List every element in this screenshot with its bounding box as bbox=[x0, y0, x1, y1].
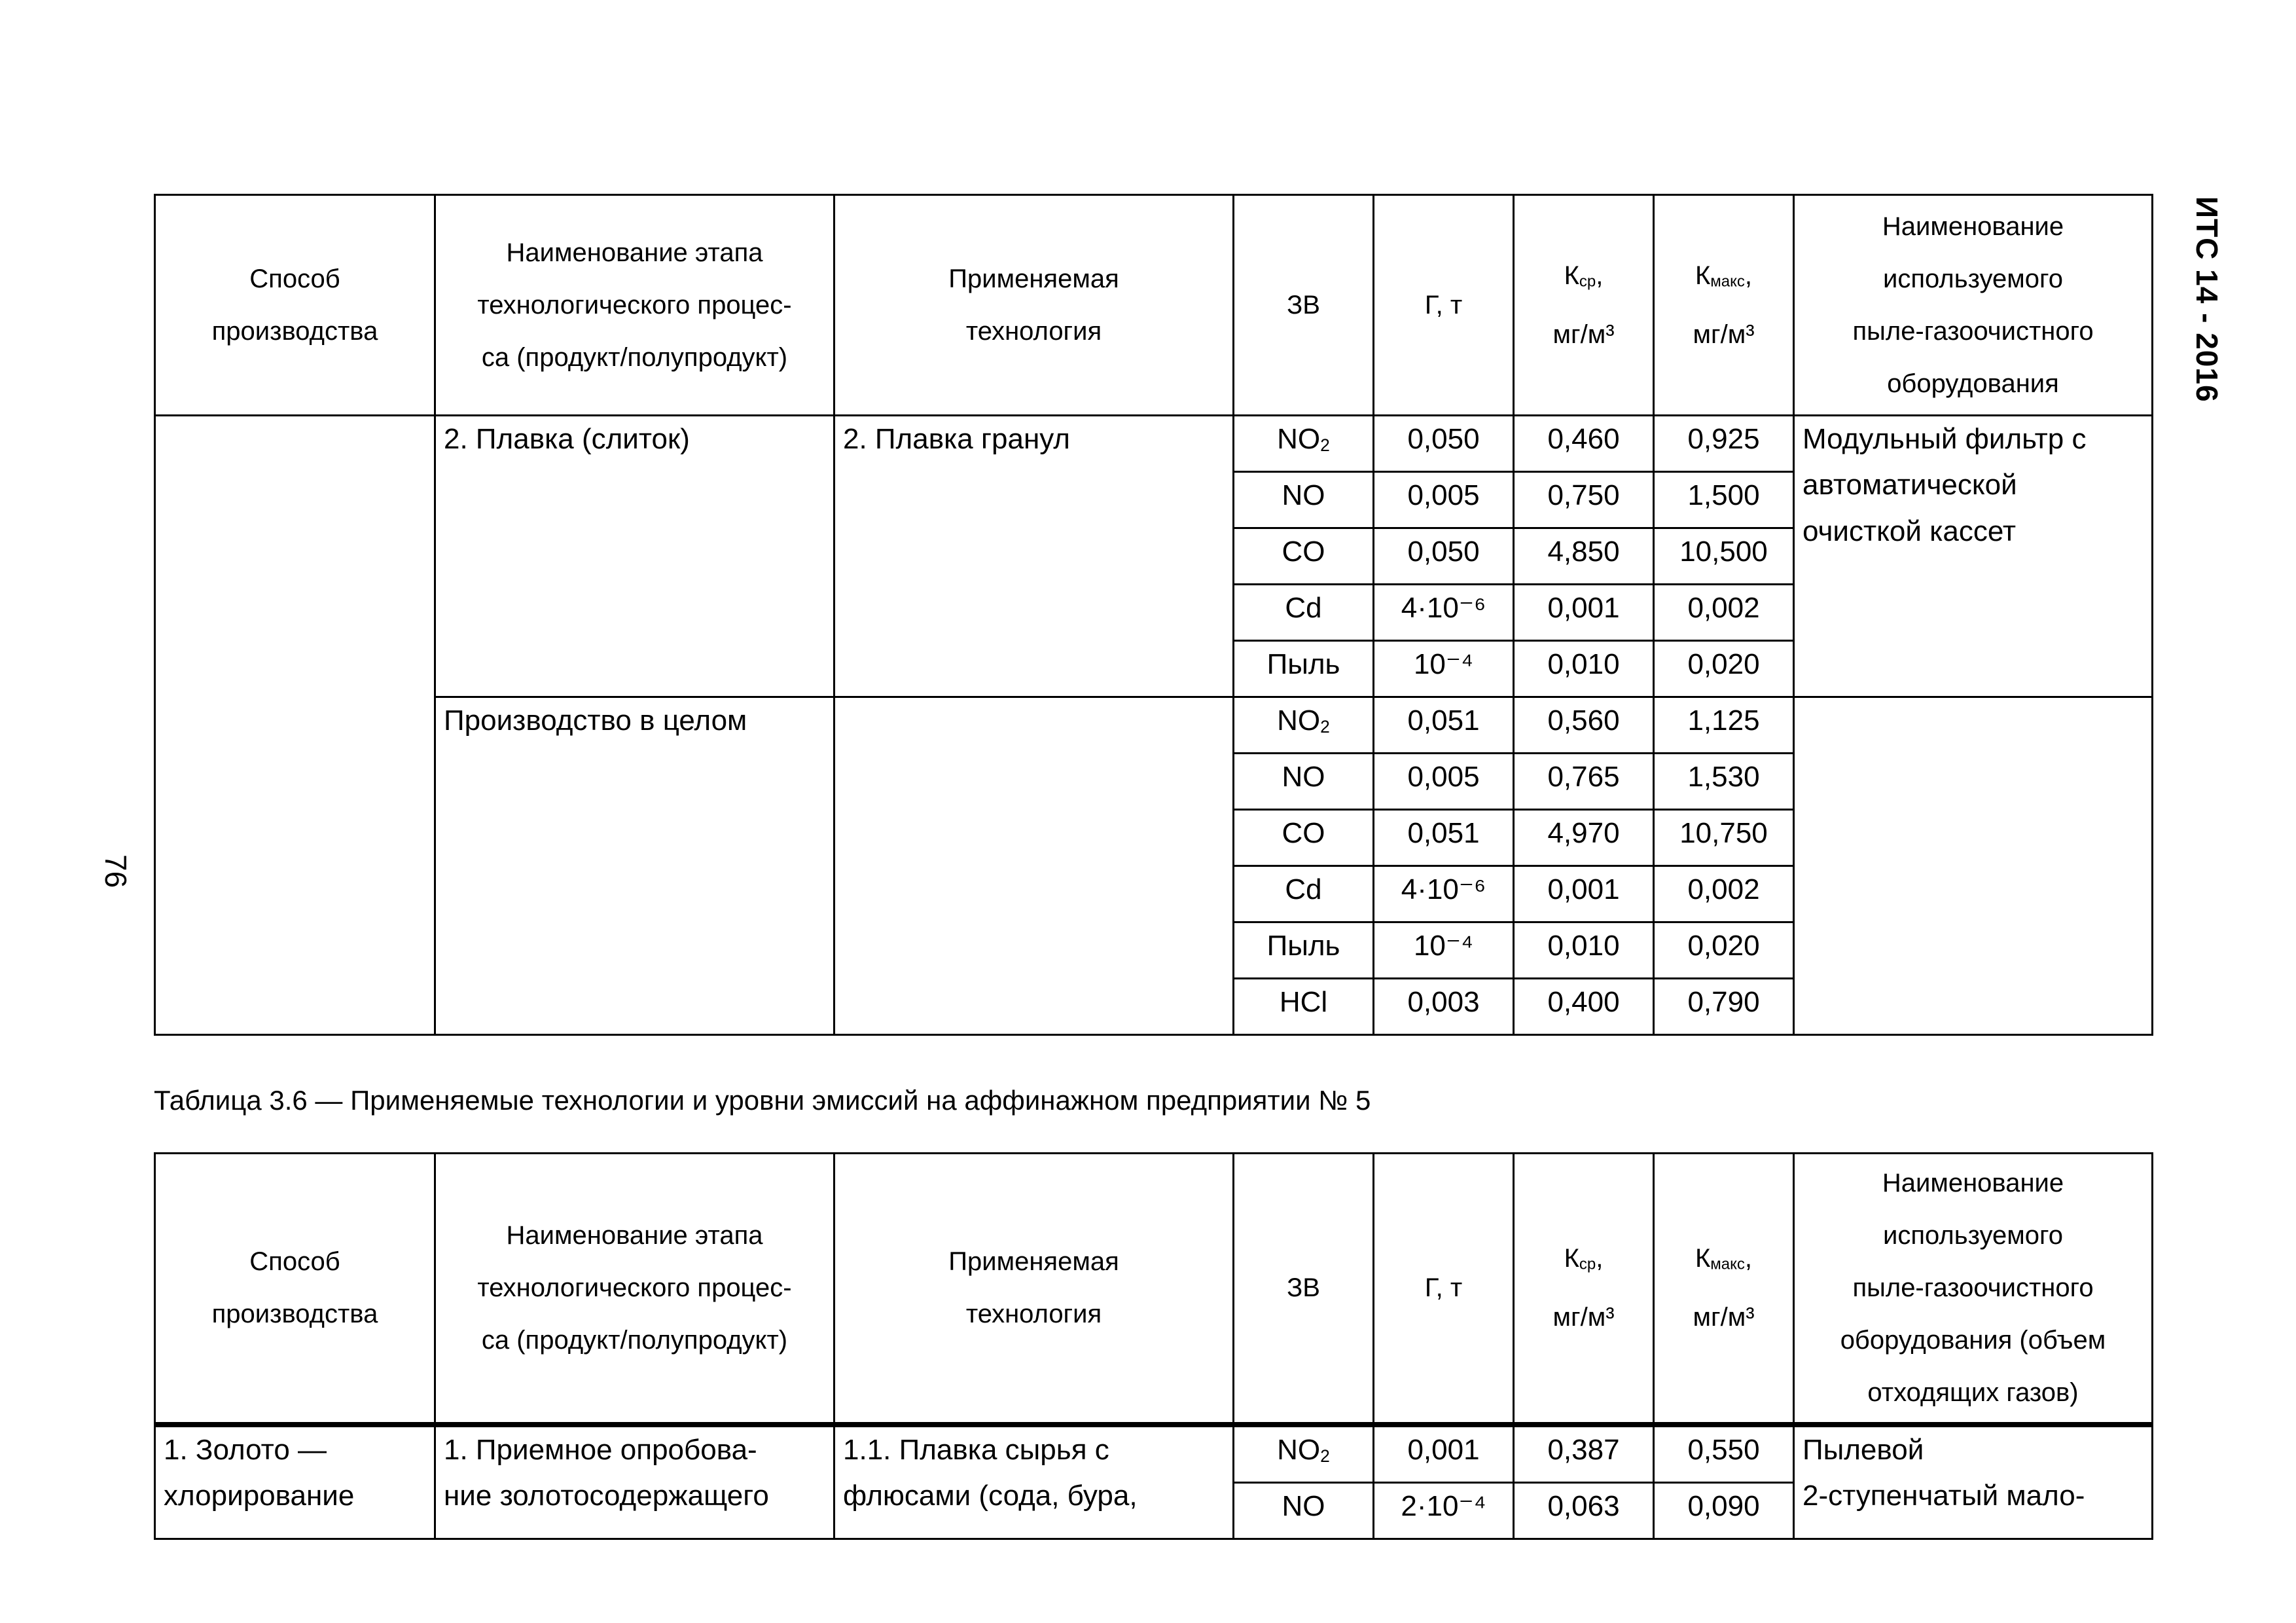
k-avg-cell: 0,001 bbox=[1514, 585, 1654, 641]
header-technology: Применяемая технология bbox=[834, 1154, 1234, 1425]
k-avg-cell: 0,400 bbox=[1514, 979, 1654, 1035]
pollutant-cell: $NO_2$ bbox=[1234, 697, 1374, 754]
k-avg-cell: 0,063 bbox=[1514, 1482, 1654, 1539]
k-max-cell: 10,750 bbox=[1654, 810, 1794, 866]
gross-cell: 0,005 bbox=[1374, 754, 1514, 810]
pollutant-cell: NO bbox=[1234, 1482, 1374, 1539]
header-method: Способ производства bbox=[155, 195, 435, 416]
table-row bbox=[155, 416, 2153, 472]
pollutant-cell: NO bbox=[1234, 754, 1374, 810]
gross-cell: 4·10⁻⁶ bbox=[1374, 585, 1514, 641]
k-avg-cell: 0,460 bbox=[1514, 416, 1654, 472]
pollutant-cell: Пыль bbox=[1234, 641, 1374, 697]
k-max-cell: 0,790 bbox=[1654, 979, 1794, 1035]
k-avg-cell: 0,750 bbox=[1514, 472, 1654, 528]
gross-cell: 0,051 bbox=[1374, 697, 1514, 754]
k-max-cell: 0,020 bbox=[1654, 641, 1794, 697]
header-k-max: $К_{макс}$, мг/м³ bbox=[1654, 1154, 1794, 1425]
header-gross: Г, т bbox=[1374, 1154, 1514, 1425]
table-row bbox=[155, 1425, 2153, 1483]
technology-cell: 2. Плавка гранул bbox=[834, 416, 1234, 697]
header-k-avg: $К_{ср}$, мг/м³ bbox=[1514, 195, 1654, 416]
gross-cell: 10⁻⁴ bbox=[1374, 641, 1514, 697]
k-max-cell: 0,090 bbox=[1654, 1482, 1794, 1539]
equipment-cell: Модульный фильтр с автоматической очисткой кассет bbox=[1794, 416, 2153, 697]
header-k-max: $К_{макс}$, мг/м³ bbox=[1654, 195, 1794, 416]
equipment-cell: Пылевой 2-ступенчатый мало- bbox=[1794, 1425, 2153, 1539]
gross-cell: 0,005 bbox=[1374, 472, 1514, 528]
k-max-cell: 0,925 bbox=[1654, 416, 1794, 472]
pollutant-cell: Cd bbox=[1234, 866, 1374, 922]
k-max-cell: 0,002 bbox=[1654, 866, 1794, 922]
k-avg-cell: 0,010 bbox=[1514, 641, 1654, 697]
stage-cell: 1. Приемное опробова- ние золотосодержащего bbox=[435, 1425, 834, 1539]
header-technology: Применяемая технология bbox=[834, 195, 1234, 416]
header-equipment: Наименование используемого пыле-газоочистного оборудования (объем отходящих газов) bbox=[1794, 1154, 2153, 1425]
emissions-table-3-6 bbox=[154, 1152, 2153, 1540]
gross-cell: 0,050 bbox=[1374, 528, 1514, 585]
header-gross: Г, т bbox=[1374, 195, 1514, 416]
equipment-cell-empty bbox=[1794, 697, 2153, 1035]
k-max-cell: 1,125 bbox=[1654, 697, 1794, 754]
table-caption: Таблица 3.6 — Применяемые технологии и уровни эмиссий на аффинажном предприятии № 5 bbox=[154, 1085, 1371, 1116]
header-pollutant: ЗВ bbox=[1234, 195, 1374, 416]
k-avg-cell: 4,970 bbox=[1514, 810, 1654, 866]
k-avg-cell: 0,765 bbox=[1514, 754, 1654, 810]
header-pollutant: ЗВ bbox=[1234, 1154, 1374, 1425]
header-stage: Наименование этапа технологического процес- са (продукт/полупродукт) bbox=[435, 1154, 834, 1425]
k-avg-cell: 4,850 bbox=[1514, 528, 1654, 585]
k-avg-cell: 0,560 bbox=[1514, 697, 1654, 754]
header-equipment: Наименование используемого пыле-газоочистного оборудования bbox=[1794, 195, 2153, 416]
k-max-cell: 0,020 bbox=[1654, 922, 1794, 979]
gross-cell: 2·10⁻⁴ bbox=[1374, 1482, 1514, 1539]
method-cell: 1. Золото — хлорирование bbox=[155, 1425, 435, 1539]
table-header-row bbox=[155, 1154, 2153, 1425]
method-cell-empty bbox=[155, 416, 435, 1035]
table-header-row bbox=[155, 195, 2153, 416]
gross-cell: 10⁻⁴ bbox=[1374, 922, 1514, 979]
table-row bbox=[155, 697, 2153, 754]
technology-cell-empty bbox=[834, 697, 1234, 1035]
header-method: Способ производства bbox=[155, 1154, 435, 1425]
pollutant-cell: CO bbox=[1234, 810, 1374, 866]
gross-cell: 0,050 bbox=[1374, 416, 1514, 472]
header-stage: Наименование этапа технологического процес- са (продукт/полупродукт) bbox=[435, 195, 834, 416]
k-avg-cell: 0,010 bbox=[1514, 922, 1654, 979]
header-k-avg: $К_{ср}$, мг/м³ bbox=[1514, 1154, 1654, 1425]
pollutant-cell: $NO_2$ bbox=[1234, 1425, 1374, 1483]
pollutant-cell: HCl bbox=[1234, 979, 1374, 1035]
emissions-table-continued bbox=[154, 194, 2153, 1036]
k-max-cell: 0,550 bbox=[1654, 1425, 1794, 1483]
pollutant-cell: CO bbox=[1234, 528, 1374, 585]
gross-cell: 4·10⁻⁶ bbox=[1374, 866, 1514, 922]
k-avg-cell: 0,001 bbox=[1514, 866, 1654, 922]
pollutant-cell: Cd bbox=[1234, 585, 1374, 641]
pollutant-cell: Пыль bbox=[1234, 922, 1374, 979]
gross-cell: 0,003 bbox=[1374, 979, 1514, 1035]
k-max-cell: 1,500 bbox=[1654, 472, 1794, 528]
stage-cell: Производство в целом bbox=[435, 697, 834, 1035]
document-code: ИТС 14 - 2016 bbox=[2190, 196, 2224, 403]
pollutant-cell: $NO_2$ bbox=[1234, 416, 1374, 472]
pollutant-cell: NO bbox=[1234, 472, 1374, 528]
gross-cell: 0,001 bbox=[1374, 1425, 1514, 1483]
page-number: 76 bbox=[99, 854, 133, 888]
k-avg-cell: 0,387 bbox=[1514, 1425, 1654, 1483]
gross-cell: 0,051 bbox=[1374, 810, 1514, 866]
stage-cell: 2. Плавка (слиток) bbox=[435, 416, 834, 697]
technology-cell: 1.1. Плавка сырья с флюсами (сода, бура, bbox=[834, 1425, 1234, 1539]
k-max-cell: 1,530 bbox=[1654, 754, 1794, 810]
k-max-cell: 10,500 bbox=[1654, 528, 1794, 585]
k-max-cell: 0,002 bbox=[1654, 585, 1794, 641]
